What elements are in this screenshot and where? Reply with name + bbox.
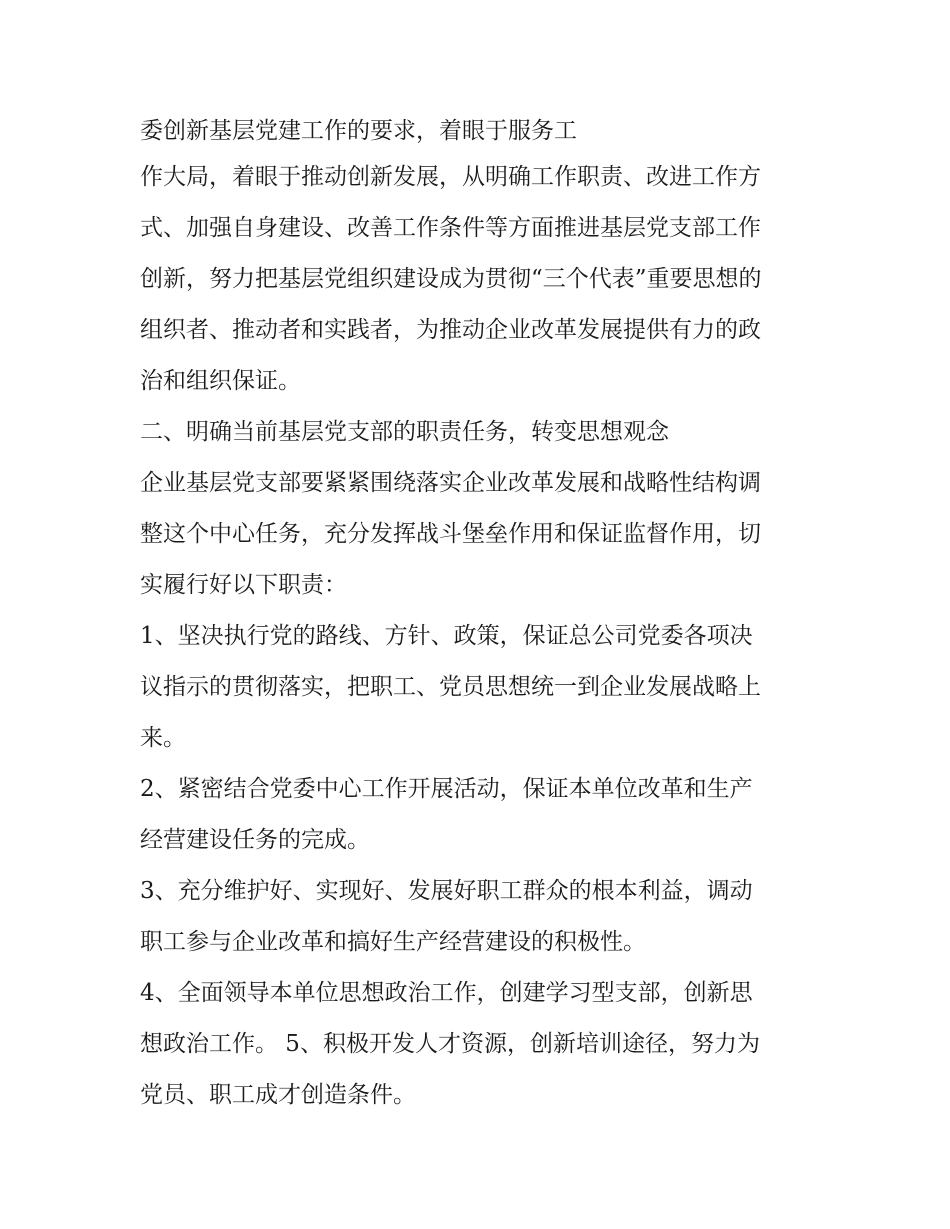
text-line: 治和组织保证。 [140, 368, 301, 394]
document-body [140, 110, 830, 1121]
text-line: 创新，努力把基层党组织建设成为贯彻“三个代表”重要思想的 [140, 266, 762, 292]
text-line: 作大局，着眼于推动创新发展，从明确工作职责、改进工作方 [140, 164, 761, 190]
text-line: 企业基层党支部要紧紧围绕落实企业改革发展和战略性结构调 [140, 470, 761, 496]
section-heading: 二、明确当前基层党支部的职责任务，转变思想观念 [140, 419, 669, 445]
text-line: 想政治工作。 5、积极开发人才资源，创新培训途径，努力为 [140, 1031, 760, 1057]
text-line: 式、加强自身建设、改善工作条件等方面推进基层党支部工作 [140, 215, 761, 241]
text-line: 议指示的贯彻落实，把职工、党员思想统一到企业发展战略上 [140, 674, 761, 700]
list-item-1: 1、坚决执行党的路线、方针、政策，保证总公司党委各项决 [140, 623, 753, 649]
text-line: 委创新基层党建工作的要求，着眼于服务工 [140, 118, 577, 144]
text-line: 来。 [140, 725, 186, 751]
text-line: 实履行好以下职责： [140, 572, 347, 598]
list-item-4: 4、全面领导本单位思想政治工作，创建学习型支部，创新思 [140, 980, 753, 1006]
list-item-2: 2、紧密结合党委中心工作开展活动，保证本单位改革和生产 [140, 776, 753, 802]
text-line: 职工参与企业改革和搞好生产经营建设的积极性。 [140, 929, 646, 955]
text-line: 组织者、推动者和实践者，为推动企业改革发展提供有力的政 [140, 317, 761, 343]
text-line: 整这个中心任务，充分发挥战斗堡垒作用和保证监督作用，切 [140, 521, 761, 547]
list-item-3: 3、充分维护好、实现好、发展好职工群众的根本利益，调动 [140, 878, 753, 904]
text-line: 党员、职工成才创造条件。 [140, 1082, 416, 1108]
text-line: 经营建设任务的完成。 [140, 827, 370, 853]
